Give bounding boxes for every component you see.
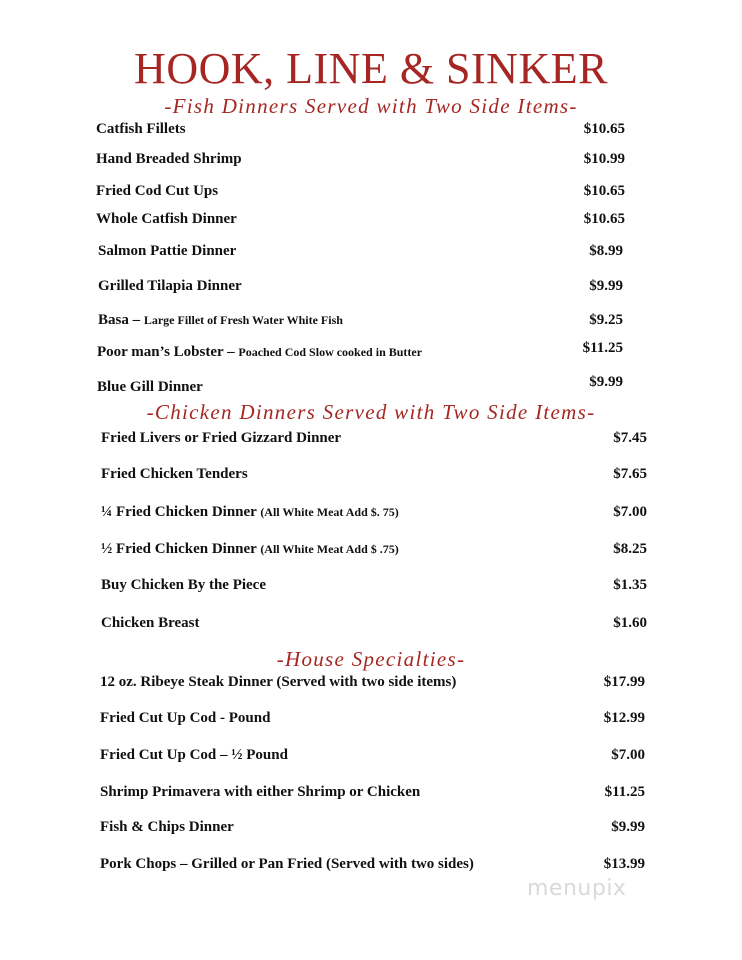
item-name: ¼ Fried Chicken Dinner (All White Meat Add $. 75) <box>101 504 399 520</box>
item-name: Catfish Fillets <box>96 121 186 137</box>
item-price: $11.25 <box>604 784 645 800</box>
item-price: $9.99 <box>589 278 623 294</box>
item-price: $1.35 <box>613 577 647 593</box>
item-name: Buy Chicken By the Piece <box>101 577 266 593</box>
menu-item <box>100 817 645 837</box>
item-name: Fried Cod Cut Ups <box>96 183 219 199</box>
item-name: Pork Chops – Grilled or Pan Fried (Served with two sides) <box>100 856 474 872</box>
item-price: $8.99 <box>589 243 623 259</box>
menu-item <box>96 181 625 201</box>
item-price: $8.25 <box>613 541 647 557</box>
item-price: $7.00 <box>611 747 645 763</box>
menu-title: HOOK, LINE & SINKER <box>134 44 608 93</box>
item-name: Fried Cut Up Cod - Pound <box>100 710 271 726</box>
section-heading-chicken: -Chicken Dinners Served with Two Side Items- <box>146 400 596 424</box>
menu-item <box>100 854 645 874</box>
watermark-logo: menupix <box>527 876 627 901</box>
item-name: Chicken Breast <box>101 615 200 631</box>
menu-item <box>101 613 647 633</box>
item-name: ½ Fried Chicken Dinner (All White Meat Add $ .75) <box>101 541 399 557</box>
menu-item <box>100 672 645 692</box>
item-name: Fried Livers or Fried Gizzard Dinner <box>101 430 342 446</box>
menu-item <box>101 575 647 595</box>
item-price: $1.60 <box>613 615 647 631</box>
item-price: $7.45 <box>613 430 647 446</box>
item-name: Salmon Pattie Dinner <box>98 243 237 259</box>
item-price: $10.99 <box>583 151 625 167</box>
menu-item <box>98 241 623 261</box>
item-name: Whole Catfish Dinner <box>96 211 237 227</box>
section-heading-fish: -Fish Dinners Served with Two Side Items- <box>164 94 578 118</box>
item-price: $11.25 <box>582 340 623 356</box>
menu-item <box>96 119 625 139</box>
menu-item <box>101 539 647 559</box>
menu-item <box>98 276 623 296</box>
menu-item <box>100 708 645 728</box>
menu-item <box>101 502 647 522</box>
item-price: $10.65 <box>583 211 625 227</box>
item-name: Blue Gill Dinner <box>97 379 203 395</box>
item-price: $10.65 <box>583 121 625 137</box>
item-price: $10.65 <box>583 183 625 199</box>
item-price: $7.00 <box>613 504 647 520</box>
menu-item <box>96 149 625 169</box>
item-price: $7.65 <box>613 466 647 482</box>
item-name: Poor man’s Lobster – Poached Cod Slow cooked in Butter <box>97 344 423 360</box>
item-price: $13.99 <box>603 856 645 872</box>
menu-item <box>97 374 623 397</box>
item-name: Fish & Chips Dinner <box>100 819 234 835</box>
menu-item <box>97 342 623 362</box>
item-name: Fried Cut Up Cod – ½ Pound <box>100 747 288 763</box>
item-price: $9.25 <box>589 312 623 328</box>
menu-item <box>100 745 645 765</box>
menu-item <box>101 428 647 448</box>
menu-item <box>101 464 647 484</box>
menu-item <box>98 310 623 330</box>
menu-item <box>100 782 645 802</box>
item-price: $17.99 <box>603 674 645 690</box>
item-name: Hand Breaded Shrimp <box>96 151 242 167</box>
item-name: Basa – Large Fillet of Fresh Water White Fish <box>98 312 343 328</box>
item-price: $9.99 <box>589 374 623 390</box>
section-heading-house-specialties: -House Specialties- <box>276 647 466 671</box>
item-price: $12.99 <box>603 710 645 726</box>
item-name: 12 oz. Ribeye Steak Dinner (Served with two side items) <box>100 674 457 690</box>
menu-item <box>96 209 625 229</box>
item-price: $9.99 <box>611 819 645 835</box>
item-name: Shrimp Primavera with either Shrimp or Chicken <box>100 784 421 800</box>
item-name: Fried Chicken Tenders <box>101 466 248 482</box>
item-name: Grilled Tilapia Dinner <box>98 278 242 294</box>
